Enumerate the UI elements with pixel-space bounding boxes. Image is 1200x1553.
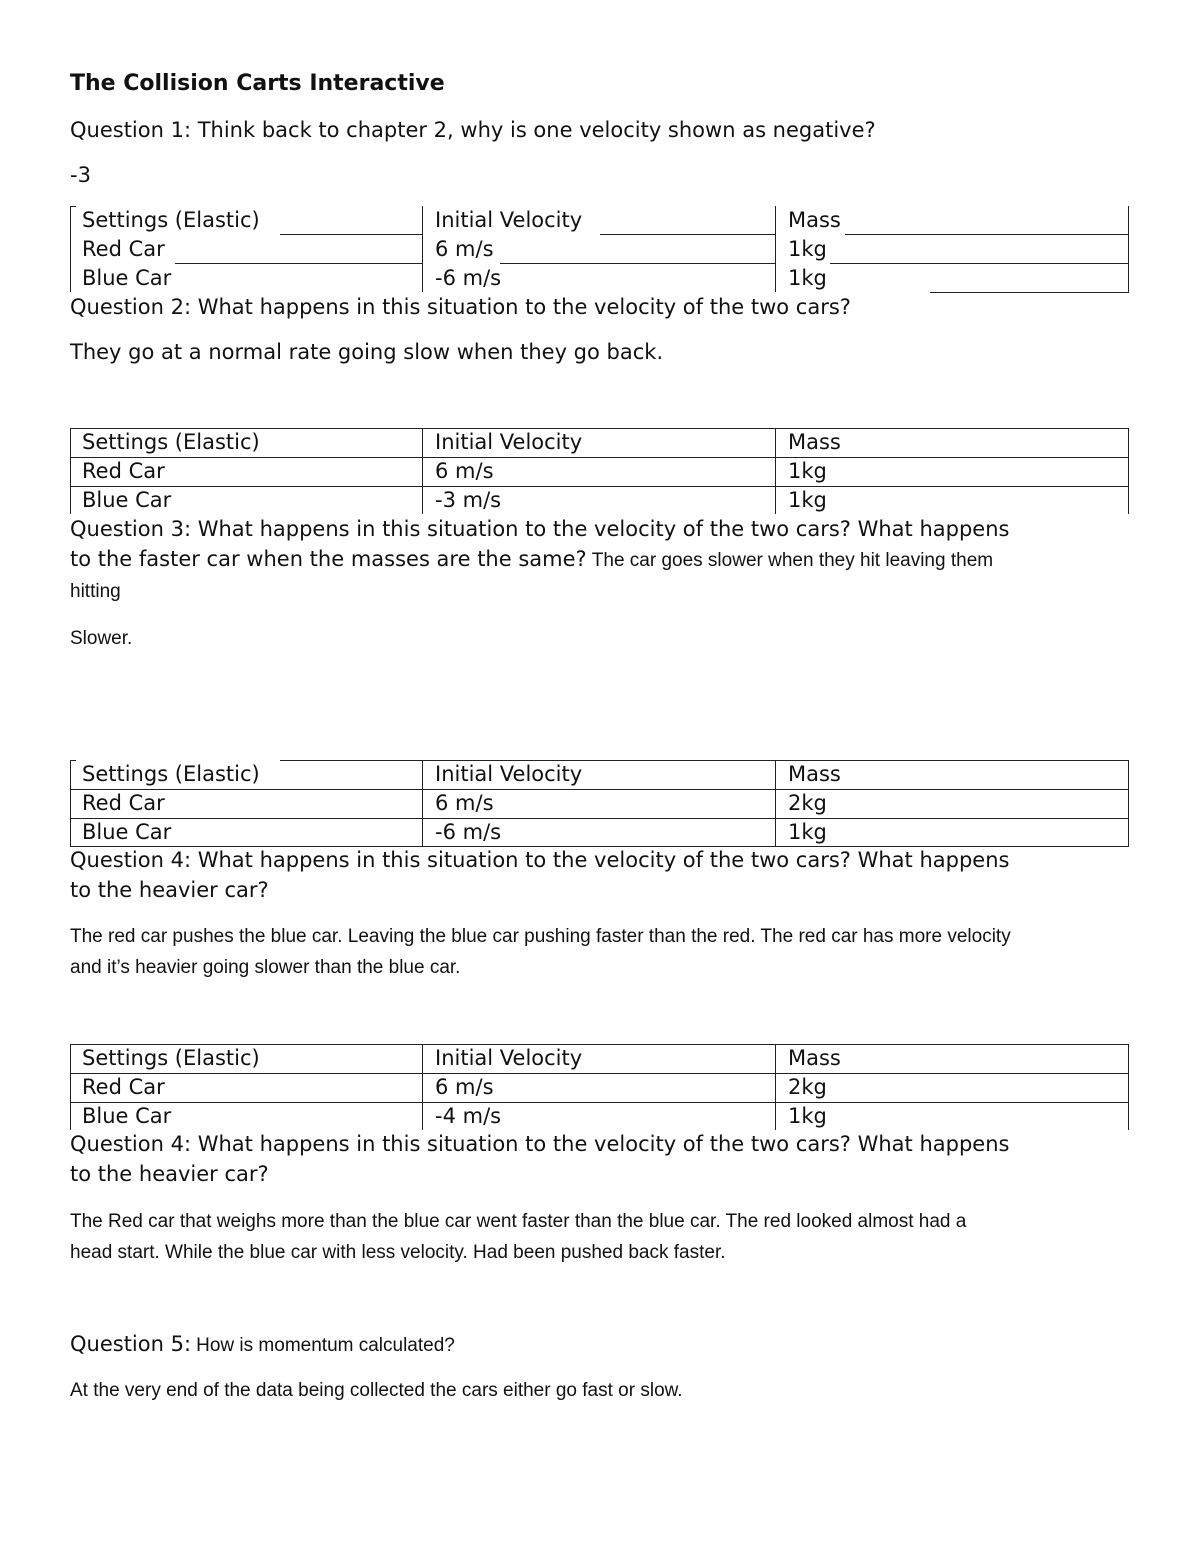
header-initial-velocity: Initial Velocity (435, 1046, 583, 1070)
row-mass: 1kg (788, 237, 827, 261)
row-mass: 2kg (788, 1075, 827, 1099)
row-velocity: 6 m/s (435, 791, 494, 815)
header-settings: Settings (Elastic) (82, 208, 260, 232)
answer-3-line-3: Slower. (70, 628, 133, 649)
answer-4b-line-2: head start. While the blue car with less velocity. Had been pushed back faster. (70, 1242, 726, 1263)
row-mass: 1kg (788, 488, 827, 512)
row-label: Blue Car (82, 820, 172, 844)
settings-table-4 (70, 1044, 1130, 1130)
question-3-line-2 (70, 544, 993, 574)
header-mass: Mass (788, 762, 841, 786)
table-row (70, 789, 1130, 817)
table-row (70, 818, 1130, 846)
row-label: Blue Car (82, 1104, 172, 1128)
question-3-text: to the faster car when the masses are the same? (70, 547, 587, 571)
row-velocity: -6 m/s (435, 820, 502, 844)
table-header-row (70, 1044, 1130, 1072)
answer-1: -3 (70, 163, 91, 187)
row-label: Red Car (82, 791, 165, 815)
row-label: Red Car (82, 237, 165, 261)
document-title: The Collision Carts Interactive (70, 71, 445, 96)
row-mass: 1kg (788, 1104, 827, 1128)
question-4b-line-2: to the heavier car? (70, 1162, 269, 1186)
question-5-label: Question 5: (70, 1332, 192, 1356)
row-velocity: 6 m/s (435, 237, 494, 261)
answer-4b-line-1: The Red car that weighs more than the blue car went faster than the blue car. The red looked almost had a (70, 1211, 967, 1232)
question-5-text: How is momentum calculated? (196, 1335, 455, 1356)
question-4a-line-2: to the heavier car? (70, 878, 269, 902)
question-4a-line-1: Question 4: What happens in this situation to the velocity of the two cars? What happens (70, 848, 1010, 872)
row-velocity: -4 m/s (435, 1104, 502, 1128)
table-row (70, 1102, 1130, 1130)
settings-table-2 (70, 428, 1130, 514)
table-header-row (70, 760, 1130, 788)
table-header-row (70, 428, 1130, 456)
answer-4a-line-2: and it’s heavier going slower than the blue car. (70, 957, 461, 978)
row-label: Red Car (82, 459, 165, 483)
answer-5: At the very end of the data being collected the cars either go fast or slow. (70, 1380, 683, 1401)
table-row (70, 1073, 1130, 1101)
row-label: Blue Car (82, 266, 172, 290)
header-initial-velocity: Initial Velocity (435, 430, 583, 454)
answer-2: They go at a normal rate going slow when they go back. (70, 340, 664, 364)
row-mass: 1kg (788, 820, 827, 844)
header-initial-velocity: Initial Velocity (435, 762, 583, 786)
table-row (70, 235, 1130, 263)
table-row (70, 264, 1130, 292)
header-mass: Mass (788, 430, 841, 454)
row-velocity: -6 m/s (435, 266, 502, 290)
header-settings: Settings (Elastic) (82, 762, 260, 786)
row-velocity: 6 m/s (435, 459, 494, 483)
settings-table-3 (70, 760, 1130, 846)
question-5 (70, 1329, 455, 1359)
row-mass: 1kg (788, 266, 827, 290)
header-initial-velocity: Initial Velocity (435, 208, 583, 232)
row-velocity: -3 m/s (435, 488, 502, 512)
answer-3-line-2: hitting (70, 581, 121, 602)
header-mass: Mass (788, 208, 841, 232)
row-mass: 2kg (788, 791, 827, 815)
answer-3-inline: The car goes slower when they hit leaving them (591, 550, 994, 571)
table-header-row (70, 206, 1130, 234)
row-label: Red Car (82, 1075, 165, 1099)
header-settings: Settings (Elastic) (82, 1046, 260, 1070)
row-mass: 1kg (788, 459, 827, 483)
header-mass: Mass (788, 1046, 841, 1070)
row-velocity: 6 m/s (435, 1075, 494, 1099)
answer-4a-line-1: The red car pushes the blue car. Leaving the blue car pushing faster than the red. The red car has more velocity (70, 926, 1011, 947)
table-row (70, 486, 1130, 514)
header-settings: Settings (Elastic) (82, 430, 260, 454)
row-label: Blue Car (82, 488, 172, 512)
question-2: Question 2: What happens in this situation to the velocity of the two cars? (70, 295, 851, 319)
table-row (70, 457, 1130, 485)
question-3-line-1: Question 3: What happens in this situation to the velocity of the two cars? What happens (70, 517, 1010, 541)
question-1: Question 1: Think back to chapter 2, why is one velocity shown as negative? (70, 118, 876, 142)
question-4b-line-1: Question 4: What happens in this situation to the velocity of the two cars? What happens (70, 1132, 1010, 1156)
settings-table-1 (70, 206, 1130, 292)
